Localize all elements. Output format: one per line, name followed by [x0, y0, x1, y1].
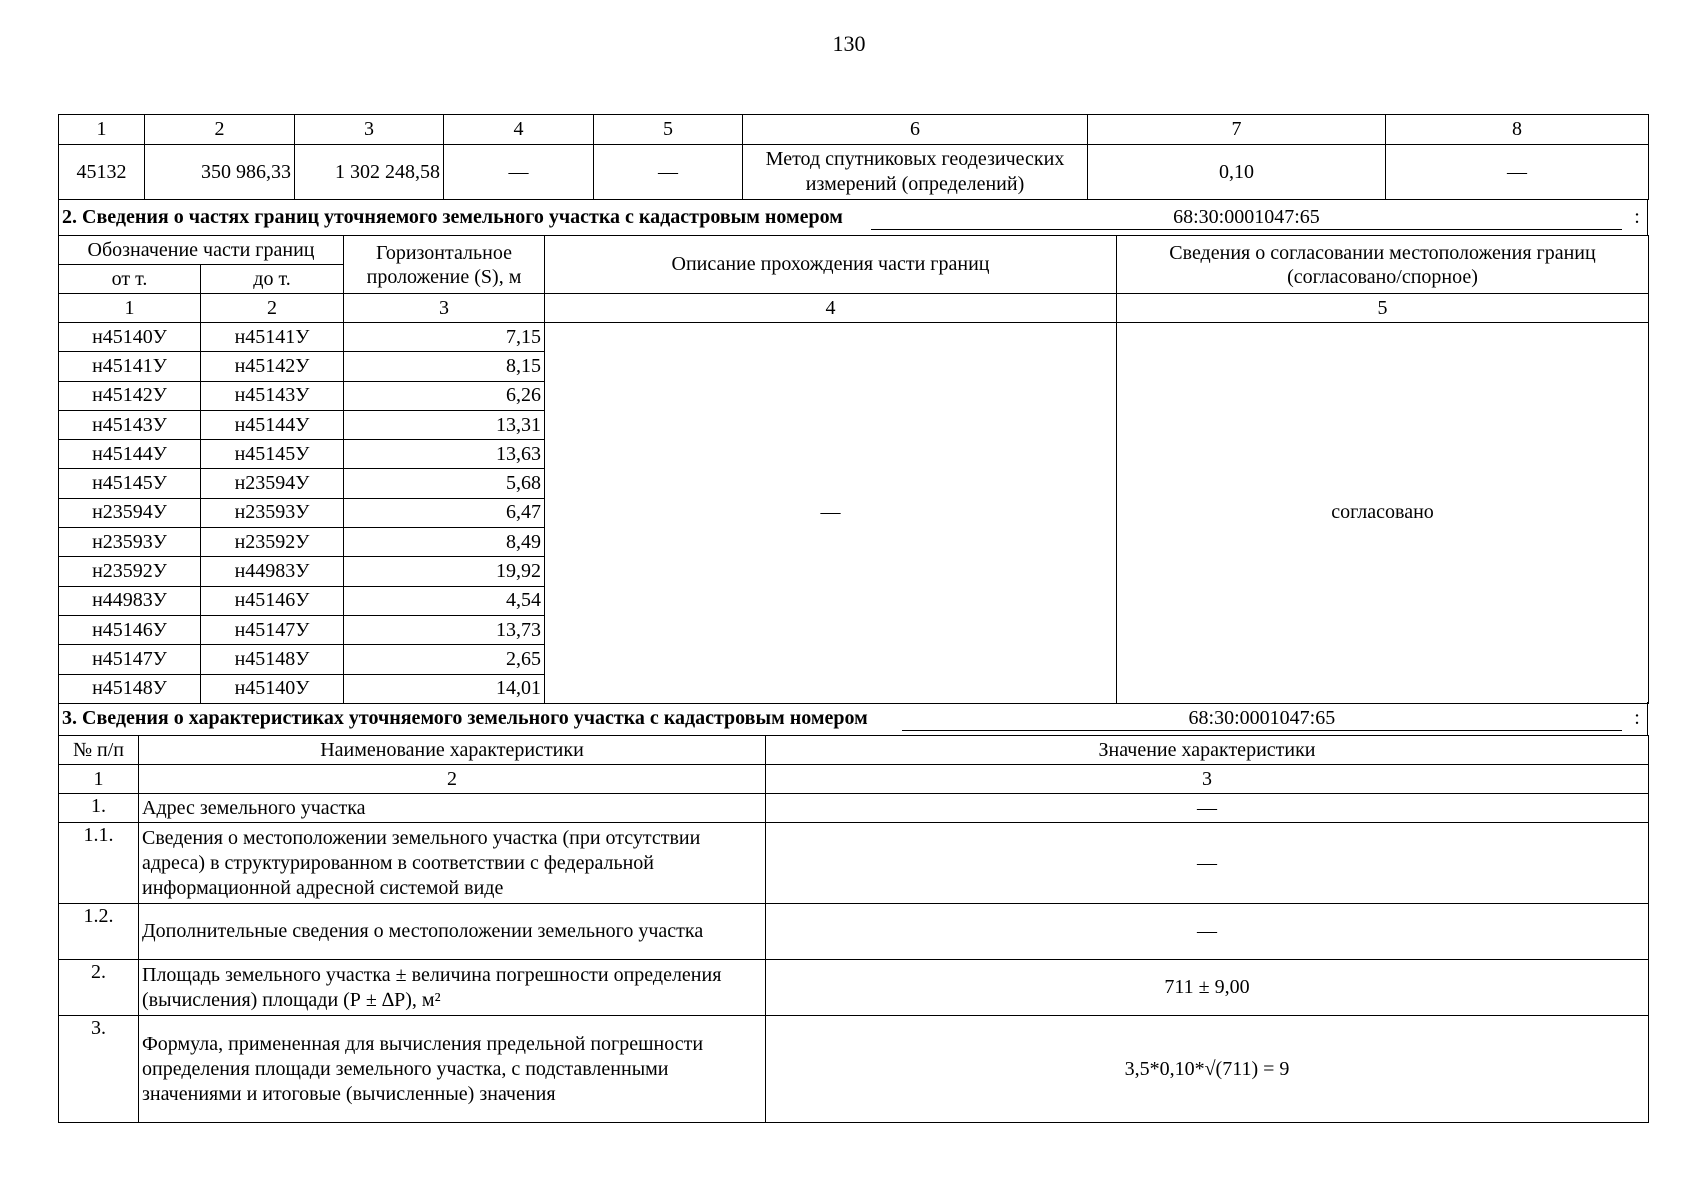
accuracy: 0,10	[1088, 145, 1386, 200]
section-2-title	[58, 200, 1648, 236]
col-number: 3	[766, 765, 1649, 794]
page-number: 130	[832, 31, 866, 56]
point-to: н44983У	[201, 557, 344, 586]
point-to: н45143У	[201, 381, 344, 410]
characteristic-value: —	[766, 823, 1649, 904]
horizontal-distance: 6,47	[344, 498, 545, 527]
point-from: н45142У	[59, 381, 201, 410]
col-number: 6	[743, 115, 1088, 145]
point-to: н45142У	[201, 352, 344, 381]
characteristic-name: Формула, примененная для вычисления предельной погрешности определения площади земельного участка, с подставленными значениями и итоговые (вычисленные) значения	[139, 1016, 766, 1123]
col-number: 8	[1386, 115, 1649, 145]
point-from: н45148У	[59, 674, 201, 703]
horizontal-distance: 13,63	[344, 440, 545, 469]
row-num: 1.1.	[59, 823, 139, 904]
point-from: н45147У	[59, 645, 201, 674]
characteristic-name: Адрес земельного участка	[139, 794, 766, 823]
header-agree: Сведения о согласовании местоположения границ (согласовано/спорное)	[1117, 236, 1649, 294]
coord-x: 350 986,33	[145, 145, 295, 200]
cell-dash: —	[594, 145, 743, 200]
col-number: 5	[594, 115, 743, 145]
characteristics-table	[58, 735, 1649, 1123]
description-cell: —	[545, 323, 1117, 704]
col-number: 3	[295, 115, 444, 145]
header-desc: Описание прохождения части границ	[545, 236, 1117, 294]
horizontal-distance: 13,73	[344, 615, 545, 644]
table-row	[59, 823, 1649, 904]
header-value: Значение характеристики	[766, 736, 1649, 765]
coord-y: 1 302 248,58	[295, 145, 444, 200]
point-to: н45146У	[201, 586, 344, 615]
point-from: н45143У	[59, 410, 201, 439]
point-from: н23592У	[59, 557, 201, 586]
horizontal-distance: 5,68	[344, 469, 545, 498]
header-num: № п/п	[59, 736, 139, 765]
table-number-row	[59, 294, 1649, 323]
measurement-method: Метод спутниковых геодезических измерений (определений)	[743, 145, 1088, 200]
point-from: н44983У	[59, 586, 201, 615]
section-3-title	[58, 702, 1648, 736]
point-to: н45141У	[201, 323, 344, 352]
point-from: н45141У	[59, 352, 201, 381]
colon: :	[1634, 206, 1640, 228]
row-num: 2.	[59, 960, 139, 1016]
header-from: от т.	[59, 265, 201, 294]
section-title: 3. Сведения о характеристиках уточняемого земельного участка с кадастровым номером	[62, 707, 868, 729]
characteristic-name: Площадь земельного участка ± величина погрешности определения (вычисления) площади (Р ± ∆Р), м²	[139, 960, 766, 1016]
cadastral-number: 68:30:0001047:65	[902, 706, 1622, 731]
col-number: 1	[59, 765, 139, 794]
header-part: Обозначение части границ	[59, 236, 344, 265]
table-row	[59, 794, 1649, 823]
cell-dash: —	[444, 145, 594, 200]
col-number: 4	[444, 115, 594, 145]
header-horiz: Горизонтальное проложение (S), м	[344, 236, 545, 294]
characteristic-value: —	[766, 904, 1649, 960]
table-row	[59, 960, 1649, 1016]
col-number: 4	[545, 294, 1117, 323]
row-num: 1.	[59, 794, 139, 823]
agreement-cell: согласовано	[1117, 323, 1649, 704]
header-to: до т.	[201, 265, 344, 294]
characteristic-name: Сведения о местоположении земельного участка (при отсутствии адреса) в структурированном в соответствии с федеральной информационной адресной системой виде	[139, 823, 766, 904]
table-row	[59, 904, 1649, 960]
colon: :	[1634, 707, 1640, 729]
point-from: н45144У	[59, 440, 201, 469]
horizontal-distance: 13,31	[344, 410, 545, 439]
characteristic-name: Дополнительные сведения о местоположении земельного участка	[139, 904, 766, 960]
row-num: 3.	[59, 1016, 139, 1123]
horizontal-distance: 6,26	[344, 381, 545, 410]
col-number: 7	[1088, 115, 1386, 145]
point-to: н45147У	[201, 615, 344, 644]
row-num: 1.2.	[59, 904, 139, 960]
point-to: н45144У	[201, 410, 344, 439]
table-number-row	[59, 765, 1649, 794]
characteristic-value: 711 ± 9,00	[766, 960, 1649, 1016]
point-from: н23594У	[59, 498, 201, 527]
horizontal-distance: 8,15	[344, 352, 545, 381]
characteristic-value: —	[766, 794, 1649, 823]
col-number: 2	[145, 115, 295, 145]
point-from: н45145У	[59, 469, 201, 498]
horizontal-distance: 4,54	[344, 586, 545, 615]
col-number: 2	[139, 765, 766, 794]
section-title: 2. Сведения о частях границ уточняемого земельного участка с кадастровым номером	[62, 206, 843, 228]
horizontal-distance: 2,65	[344, 645, 545, 674]
horizontal-distance: 19,92	[344, 557, 545, 586]
point-to: н45145У	[201, 440, 344, 469]
header-name: Наименование характеристики	[139, 736, 766, 765]
horizontal-distance: 14,01	[344, 674, 545, 703]
table-row	[59, 323, 1649, 352]
point-from: н45140У	[59, 323, 201, 352]
point-to: н45140У	[201, 674, 344, 703]
characteristic-value: 3,5*0,10*√(711) = 9	[766, 1016, 1649, 1123]
coordinates-table	[58, 114, 1649, 200]
cell-dash: —	[1386, 145, 1649, 200]
point-to: н23593У	[201, 498, 344, 527]
boundary-parts-table	[58, 235, 1649, 704]
col-number: 1	[59, 115, 145, 145]
horizontal-distance: 7,15	[344, 323, 545, 352]
point-from: н23593У	[59, 528, 201, 557]
col-number: 5	[1117, 294, 1649, 323]
col-number: 3	[344, 294, 545, 323]
table-header-row	[59, 115, 1649, 145]
table-row	[59, 145, 1649, 200]
point-to: н23594У	[201, 469, 344, 498]
point-id: 45132	[59, 145, 145, 200]
point-to: н45148У	[201, 645, 344, 674]
point-to: н23592У	[201, 528, 344, 557]
table-row	[59, 1016, 1649, 1123]
point-from: н45146У	[59, 615, 201, 644]
col-number: 2	[201, 294, 344, 323]
horizontal-distance: 8,49	[344, 528, 545, 557]
col-number: 1	[59, 294, 201, 323]
cadastral-number: 68:30:0001047:65	[871, 205, 1622, 230]
